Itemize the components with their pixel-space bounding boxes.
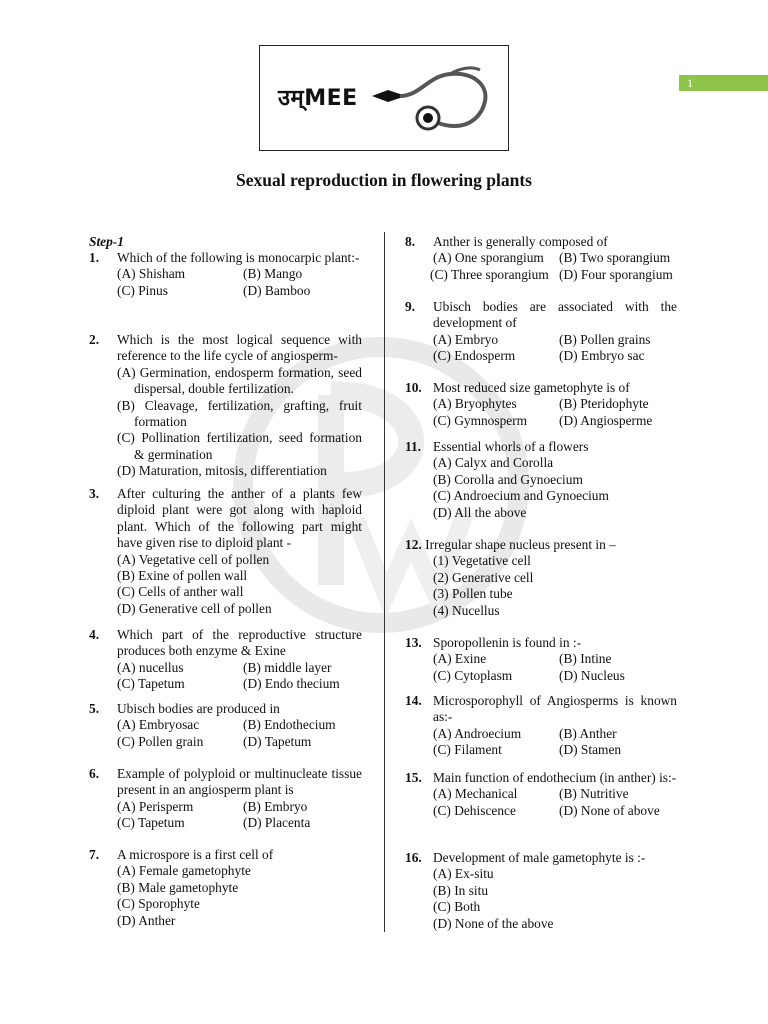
option-a: (A) Ex-situ [433,866,494,882]
question-11 [405,439,677,521]
option-b: (B) Embryo [243,798,308,814]
option-a: (A) Shisham [117,266,186,282]
question-14 [405,693,677,759]
question-12 [405,537,677,619]
question-number: 5. [89,701,100,716]
logo [259,45,509,151]
question-number: 4. [89,627,100,642]
option-d: (D) Endo thecium [243,676,340,692]
page-number: 1 [679,75,768,91]
option-a: (A) Embryosac [117,717,200,733]
option-d: (D) Four sporangium [559,266,673,282]
question-stem: Most reduced size gametophyte is of [433,380,630,395]
question-number: 10. [405,380,422,395]
option-a: (A) Calyx and Corolla [433,455,554,471]
question-number: 9. [405,299,416,314]
option-c: (C) Tapetum [117,815,185,831]
option-b: (B) middle layer [243,659,332,675]
option-a: (A) Germination, endosperm formation, seed dispersal, double fertilization. [117,364,362,397]
question-number: 2. [89,332,100,347]
option-c: (C) Cytoplasm [433,667,513,683]
option-b: (B) Intine [559,651,612,667]
option-c: (C) Three sporangium [430,266,549,282]
option-b: (B) Two sporangium [559,250,671,266]
option-b: (B) Pollen grains [559,331,651,347]
option-b: (2) Generative cell [433,569,534,585]
option-b: (B) Pteridophyte [559,396,649,412]
option-b: (B) Male gametophyte [117,879,239,895]
step-label: Step-1 [89,234,124,249]
question-stem: After culturing the anther of a plants few diploid plant were got along with haploid plant. Which of the following part might have given rise to diploid plant - [117,486,362,551]
question-stem: Microsporophyll of Angiosperms is known as:- [433,693,677,725]
question-stem: Which part of the reproductive structure produces both enzyme & Exine [117,627,362,659]
logo-text: उम्MEE [278,86,358,111]
question-2 [89,332,362,480]
option-d: (D) Stamen [559,742,622,758]
option-c: (C) Both [433,899,481,915]
option-d: (D) All the above [433,504,527,520]
option-d: (D) Tapetum [243,733,312,749]
question-stem: Ubisch bodies are produced in [117,701,280,716]
question-16 [405,850,677,932]
stethoscope-icon [260,46,510,152]
question-1 [89,250,362,299]
question-number: 11. [405,439,421,454]
option-a: (A) Androecium [433,725,522,741]
option-d: (D) None of the above [433,915,554,931]
option-c: (C) Androecium and Gynoecium [433,488,609,504]
option-b: (B) Exine of pollen wall [117,568,248,584]
option-b: (B) In situ [433,882,489,898]
option-d: (D) Bamboo [243,282,311,298]
question-13 [405,635,677,684]
option-b: (B) Nutritive [559,786,629,802]
option-d: (D) Placenta [243,815,311,831]
option-a: (A) One sporangium [433,250,544,266]
option-a: (A) Mechanical [433,786,518,802]
option-c: (C) Cells of anther wall [117,584,244,600]
option-d: (D) Anther [117,912,176,928]
question-5 [89,701,362,750]
question-stem: Development of male gametophyte is :- [433,850,646,865]
question-stem: Ubisch bodies are associated with the development of [433,299,677,331]
option-b: (B) Corolla and Gynoecium [433,471,583,487]
question-number: 15. [405,770,422,785]
option-a: (A) Vegetative cell of pollen [117,551,270,567]
option-c: (C) Endosperm [433,348,516,364]
question-number: 12. [405,537,422,552]
option-b: (B) Cleavage, fertilization, grafting, fruit formation [117,397,362,430]
option-d: (D) Embryo sac [559,348,645,364]
question-stem: Irregular shape nucleus present in – [425,537,616,552]
question-3 [89,486,362,617]
question-number: 16. [405,850,422,865]
option-b: (B) Anther [559,725,617,741]
option-d: (D) Nucleus [559,667,625,683]
question-number: 8. [405,234,416,249]
question-number: 1. [89,250,100,265]
option-b: (B) Endothecium [243,717,336,733]
option-c: (C) Sporophyte [117,896,200,912]
question-number: 13. [405,635,422,650]
option-a: (A) Exine [433,651,487,667]
option-c: (C) Pollen grain [117,733,204,749]
option-a: (A) Female gametophyte [117,863,251,879]
question-stem: Sporopollenin is found in :- [433,635,582,650]
question-stem: Example of polyploid or multinucleate tissue present in an angiosperm plant is [117,766,362,798]
question-9 [405,299,677,365]
question-number: 7. [89,847,100,862]
question-7 [89,847,362,929]
option-d: (D) None of above [559,802,660,818]
question-4 [89,627,362,693]
option-d: (4) Nucellus [433,602,500,618]
question-stem: Which of the following is monocarpic plant:- [117,250,360,265]
question-number: 14. [405,693,422,708]
question-number: 6. [89,766,100,781]
question-10 [405,380,677,429]
option-a: (A) Perisperm [117,798,194,814]
option-c: (C) Pinus [117,282,168,298]
option-c: (C) Filament [433,742,502,758]
column-divider [384,232,385,932]
option-c: (C) Gymnosperm [433,412,528,428]
question-stem: Essential whorls of a flowers [433,439,589,454]
question-number: 3. [89,486,100,501]
option-d: (D) Generative cell of pollen [117,600,272,616]
question-stem: A microspore is a first cell of [117,847,274,862]
option-a: (A) Embryo [433,331,499,347]
question-8 [405,234,677,283]
option-c: (C) Dehiscence [433,802,516,818]
option-d: (D) Maturation, mitosis, differentiation [117,463,327,479]
option-a: (1) Vegetative cell [433,553,531,569]
question-15 [405,770,677,819]
option-d: (D) Angiosperme [559,412,653,428]
option-c: (C) Tapetum [117,676,185,692]
option-a: (A) nucellus [117,659,184,675]
option-b: (B) Mango [243,266,303,282]
question-stem: Which is the most logical sequence with reference to the life cycle of angiosperm- [117,332,362,364]
option-c: (C) Pollination fertilization, seed formation & germination [117,430,362,462]
page-title: Sexual reproduction in flowering plants [236,170,532,190]
option-a: (A) Bryophytes [433,396,517,412]
question-stem: Main function of endothecium (in anther) is:- [433,770,677,785]
question-stem: Anther is generally composed of [433,234,608,249]
question-6 [89,766,362,832]
option-c: (3) Pollen tube [433,586,513,602]
